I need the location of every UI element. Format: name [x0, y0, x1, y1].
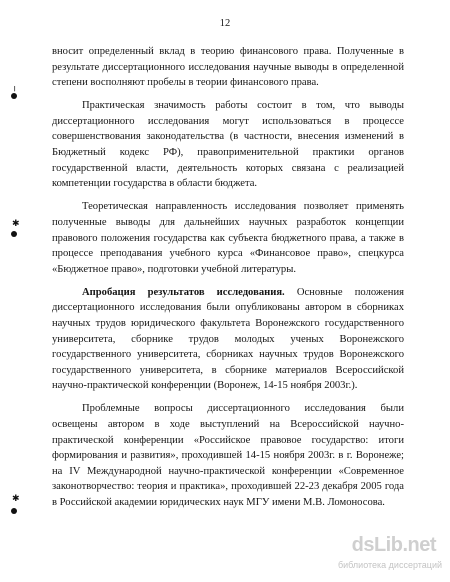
binding-tick-mark: ╷: [12, 81, 18, 91]
document-body: [52, 44, 404, 518]
binding-hole-dot: [11, 508, 17, 514]
paragraph-theoretical-direction: Теоретическая направленность исследования позволяет применять полученные выводы для дальнейших научных разработок концепции правового положения государства как субъекта бюджетного права, а также в процессе преподавания учебного курса «Финансовое право», спецкурса «Бюджетное право», подготовки учебной литературы.: [52, 201, 404, 275]
paragraph-approbation: [52, 285, 404, 394]
approbation-heading: Апробация результатов исследования.: [82, 286, 285, 298]
page-number: 12: [219, 18, 231, 29]
watermark-logo: dsLib.net: [351, 534, 436, 556]
paragraph-presentations: Проблемные вопросы диссертационного исследования были освещены автором в ходе выступлений на Всероссийской научно-практической конференции «Российское правовое государство: итоги формирования и развития», проходившей 14-15 ноября 2003г. в г. Воронеже; на IV Международной научно-практической конференции «Современное законотворчество: теория и практика», проходившей 22-23 декабря 2005 года в Российской академии юридических наук МГУ имени М.В. Ломоносова.: [52, 403, 404, 509]
site-watermark: [338, 534, 442, 574]
paragraph-practical-significance: Практическая значимость работы состоит в том, что выводы диссертационного исследования могут использоваться в процессе совершенствования законодательства (в частности, внесения изменений в Бюджетный кодекс РФ), правоприменительной практики органов государственной власти, деятельность которых связана с реализацией компетенции государства в области бюджета.: [52, 100, 404, 190]
binding-tick-mark: ✱: [12, 218, 20, 228]
paragraph-contribution: вносит определенный вклад в теорию финансового права. Полученные в результате диссертационного исследования научные выводы в определенной степени восполняют пробелы в теории финансового права.: [52, 46, 404, 89]
binding-tick-mark: ✱: [12, 493, 20, 503]
binding-hole-dot: [11, 231, 17, 237]
watermark-caption: библиотека диссертаций: [337, 560, 442, 570]
approbation-text: Основные положения диссертационного исследования были опубликованы автором в сборниках научных трудов юридического факультета Воронежского государственного университета, сборнике трудов молодых ученых Воронежского государственного университета, сборниках научных трудов Воронежского государственного университета, в сборнике материалов Всероссийской научно-практической конференции (Воронеж, 14-15 ноября 2003г.).: [52, 286, 404, 392]
binding-hole-dot: [11, 93, 17, 99]
